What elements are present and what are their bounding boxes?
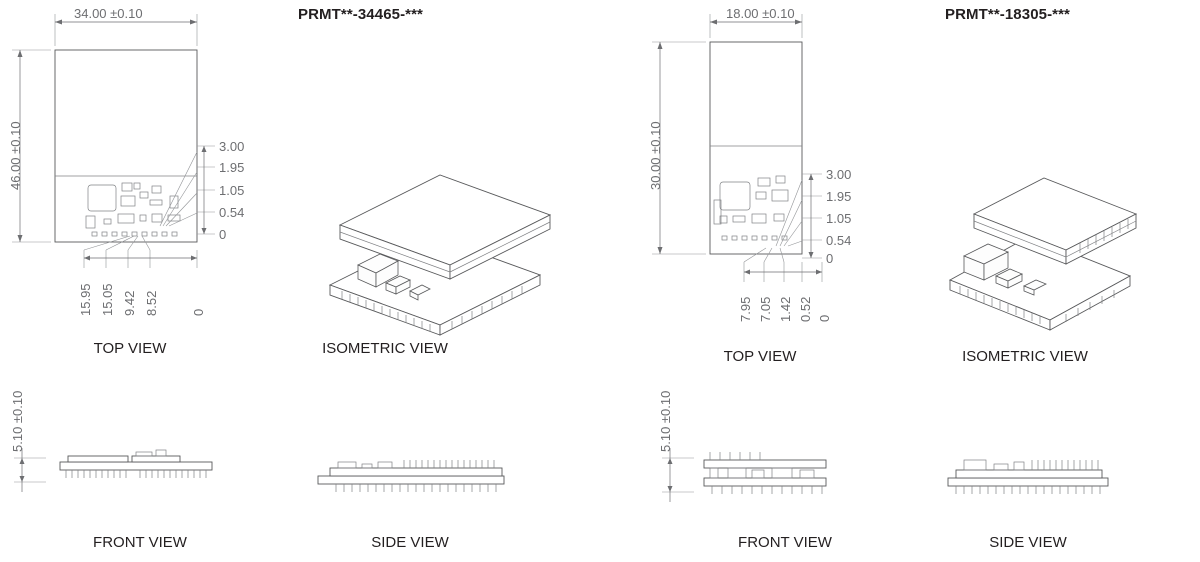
dim-step-h-4-right: 0 — [826, 251, 834, 266]
view-label-top-left: TOP VIEW — [93, 340, 167, 357]
view-label-isometric-right: ISOMETRIC VIEW — [962, 348, 1088, 365]
dim-height-right: 30.00 ±0.10 — [648, 121, 663, 190]
dim-step-w-1-right: 7.05 — [758, 296, 773, 322]
dim-step-w-0-left: 15.95 — [78, 283, 93, 316]
dim-step-w-4-left: 0 — [191, 308, 206, 316]
dim-step-w-4-right: 0 — [817, 314, 832, 322]
dim-step-h-0-right: 3.00 — [826, 167, 852, 182]
view-label-front-right: FRONT VIEW — [738, 534, 832, 551]
dim-step-h-2-left: 1.05 — [219, 183, 245, 198]
view-label-top-right: TOP VIEW — [723, 348, 797, 365]
dim-step-h-1-left: 1.95 — [219, 160, 245, 175]
dim-step-h-4-left: 0 — [219, 227, 227, 242]
dim-step-h-0-left: 3.00 — [219, 139, 245, 154]
view-label-isometric-left: ISOMETRIC VIEW — [322, 340, 448, 357]
dim-width-left: 34.00 ±0.10 — [74, 6, 143, 21]
dim-thickness-left: 5.10 ±0.10 — [10, 390, 25, 452]
view-label-front-left: FRONT VIEW — [93, 534, 187, 551]
dim-step-w-3-right: 0.52 — [798, 296, 813, 322]
dim-step-w-2-right: 1.42 — [778, 296, 793, 322]
dim-height-left: 46.00 ±0.10 — [8, 121, 23, 190]
dim-step-h-2-right: 1.05 — [826, 211, 852, 226]
dim-step-w-2-left: 9.42 — [122, 290, 137, 316]
dim-step-h-3-right: 0.54 — [826, 233, 852, 248]
dim-step-w-1-left: 15.05 — [100, 283, 115, 316]
side-view-right-graphic — [600, 0, 1200, 562]
dim-step-w-3-left: 8.52 — [144, 290, 159, 316]
drawing-panel-right — [600, 0, 1200, 562]
dim-step-w-0-right: 7.95 — [738, 296, 753, 322]
dim-step-h-1-right: 1.95 — [826, 189, 852, 204]
part-number-right: PRMT**-18305-*** — [945, 6, 1070, 23]
part-number-left: PRMT**-34465-*** — [298, 6, 423, 23]
dim-step-h-3-left: 0.54 — [219, 205, 245, 220]
dim-width-right: 18.00 ±0.10 — [726, 6, 795, 21]
view-label-side-left: SIDE VIEW — [371, 534, 449, 551]
view-label-side-right: SIDE VIEW — [989, 534, 1067, 551]
dim-thickness-right: 5.10 ±0.10 — [658, 390, 673, 452]
